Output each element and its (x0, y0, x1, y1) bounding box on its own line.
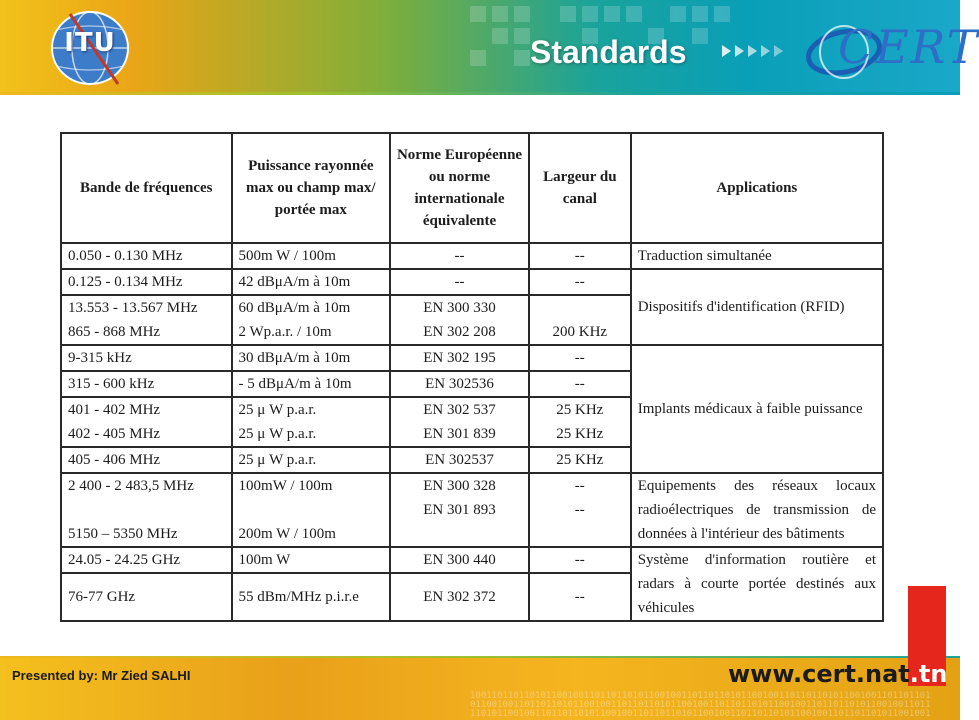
table-row (61, 243, 883, 269)
cell-band: 24.05 - 24.25 GHz (61, 547, 232, 573)
cell-width: -- (529, 243, 631, 269)
cell-power: 55 dBm/MHz p.i.r.e (232, 573, 391, 621)
cell-power: 42 dBμA/m à 10m (232, 269, 391, 295)
cell-application-traffic: Système d'information routière et radars à courte portée destinés aux véhicules (631, 547, 883, 621)
cell-norm: EN 302 208 (390, 320, 529, 345)
header-divider (0, 92, 960, 95)
cell-width: -- (529, 371, 631, 397)
cell-width: -- (529, 498, 631, 522)
cell-band: 405 - 406 MHz (61, 447, 232, 473)
cell-power: 100mW / 100m (232, 473, 391, 498)
cell-norm: -- (390, 243, 529, 269)
cell-power: 500m W / 100m (232, 243, 391, 269)
cell-band: 865 - 868 MHz (61, 320, 232, 345)
cell-width: 25 KHz (529, 422, 631, 447)
cell-width: -- (529, 573, 631, 621)
cell-band: 401 - 402 MHz (61, 397, 232, 422)
cell-power: 25 μ W p.a.r. (232, 447, 391, 473)
cert-logo-text: CERT (838, 20, 979, 74)
cell-width: -- (529, 473, 631, 498)
cell-band: 9-315 kHz (61, 345, 232, 371)
cell-width: 25 KHz (529, 447, 631, 473)
cell-power: 25 μ W p.a.r. (232, 422, 391, 447)
presented-by-label: Presented by (12, 668, 94, 683)
cell-band: 76-77 GHz (61, 573, 232, 621)
cell-band: 13.553 - 13.567 MHz (61, 295, 232, 320)
cell-norm: EN 300 330 (390, 295, 529, 320)
presenter-name: : Mr Zied SALHI (93, 668, 191, 683)
website-tld: .tn (909, 660, 948, 688)
cell-power: 25 μ W p.a.r. (232, 397, 391, 422)
website-domain: www.cert.nat (728, 660, 910, 688)
chevron-arrows-icon (722, 42, 784, 60)
cell-norm: -- (390, 269, 529, 295)
cell-band: 0.125 - 0.134 MHz (61, 269, 232, 295)
binary-pattern-decoration: 1001101101101011001001101101101011001001101101101011001001101101101011001001101101101 0110010011011011010110010011011011010110010011011011010110010011011011010110010011011 1101011001001101101101011001001101101101011001001101101101011001001101101101011001001 (470, 691, 931, 719)
cell-band: 0.050 - 0.130 MHz (61, 243, 232, 269)
cell-power: - 5 dBμA/m à 10m (232, 371, 391, 397)
cell-band: 315 - 600 kHz (61, 371, 232, 397)
table-row (61, 547, 883, 573)
cell-norm: EN 302537 (390, 447, 529, 473)
cell-width: 200 KHz (529, 295, 631, 345)
website-url[interactable] (728, 660, 947, 688)
header-norm: Norme Européenne ou norme internationale équivalente (390, 133, 529, 243)
cell-width (529, 522, 631, 547)
cell-power: 2 Wp.a.r. / 10m (232, 320, 391, 345)
cell-application-rfid: Dispositifs d'identification (RFID) (631, 269, 883, 345)
cell-width: -- (529, 547, 631, 573)
cell-power: 200m W / 100m (232, 522, 391, 547)
cell-norm: EN 302 537 (390, 397, 529, 422)
table-header-row (61, 133, 883, 243)
cell-power: 100m W (232, 547, 391, 573)
cell-norm: EN 301 839 (390, 422, 529, 447)
itu-logo-text: ITU (64, 28, 116, 58)
header-frequency-band: Bande de fréquences (61, 133, 232, 243)
cell-norm (390, 522, 529, 547)
cell-norm: EN 300 328 (390, 473, 529, 498)
frequency-standards-table (60, 132, 884, 622)
cell-band: 5150 – 5350 MHz (61, 522, 232, 547)
table-row (61, 473, 883, 498)
cell-norm: EN 302 195 (390, 345, 529, 371)
header-channel-width: Largeur du canal (529, 133, 631, 243)
cell-width: -- (529, 345, 631, 371)
cell-application: Traduction simultanée (631, 243, 883, 269)
cell-width: -- (529, 269, 631, 295)
cell-band (61, 498, 232, 522)
cell-application-wlan: Equipements des réseaux locaux radioélectriques de transmission de données à l'intérieur des bâtiments (631, 473, 883, 547)
presenter-credit (12, 668, 190, 683)
table-row (61, 345, 883, 371)
cell-norm: EN 302536 (390, 371, 529, 397)
cell-norm: EN 301 893 (390, 498, 529, 522)
table-row (61, 269, 883, 295)
cell-band: 402 - 405 MHz (61, 422, 232, 447)
cell-band: 2 400 - 2 483,5 MHz (61, 473, 232, 498)
cell-power: 30 dBμA/m à 10m (232, 345, 391, 371)
cell-application-implants: Implants médicaux à faible puissance (631, 345, 883, 473)
cell-width: 25 KHz (529, 397, 631, 422)
cell-norm: EN 300 440 (390, 547, 529, 573)
page-title: Standards (530, 34, 687, 70)
header-banner (0, 0, 979, 92)
cell-power: 60 dBμA/m à 10m (232, 295, 391, 320)
cell-norm: EN 302 372 (390, 573, 529, 621)
cell-power (232, 498, 391, 522)
header-radiated-power: Puissance rayonnée max ou champ max/ portée max (232, 133, 391, 243)
header-applications: Applications (631, 133, 883, 243)
